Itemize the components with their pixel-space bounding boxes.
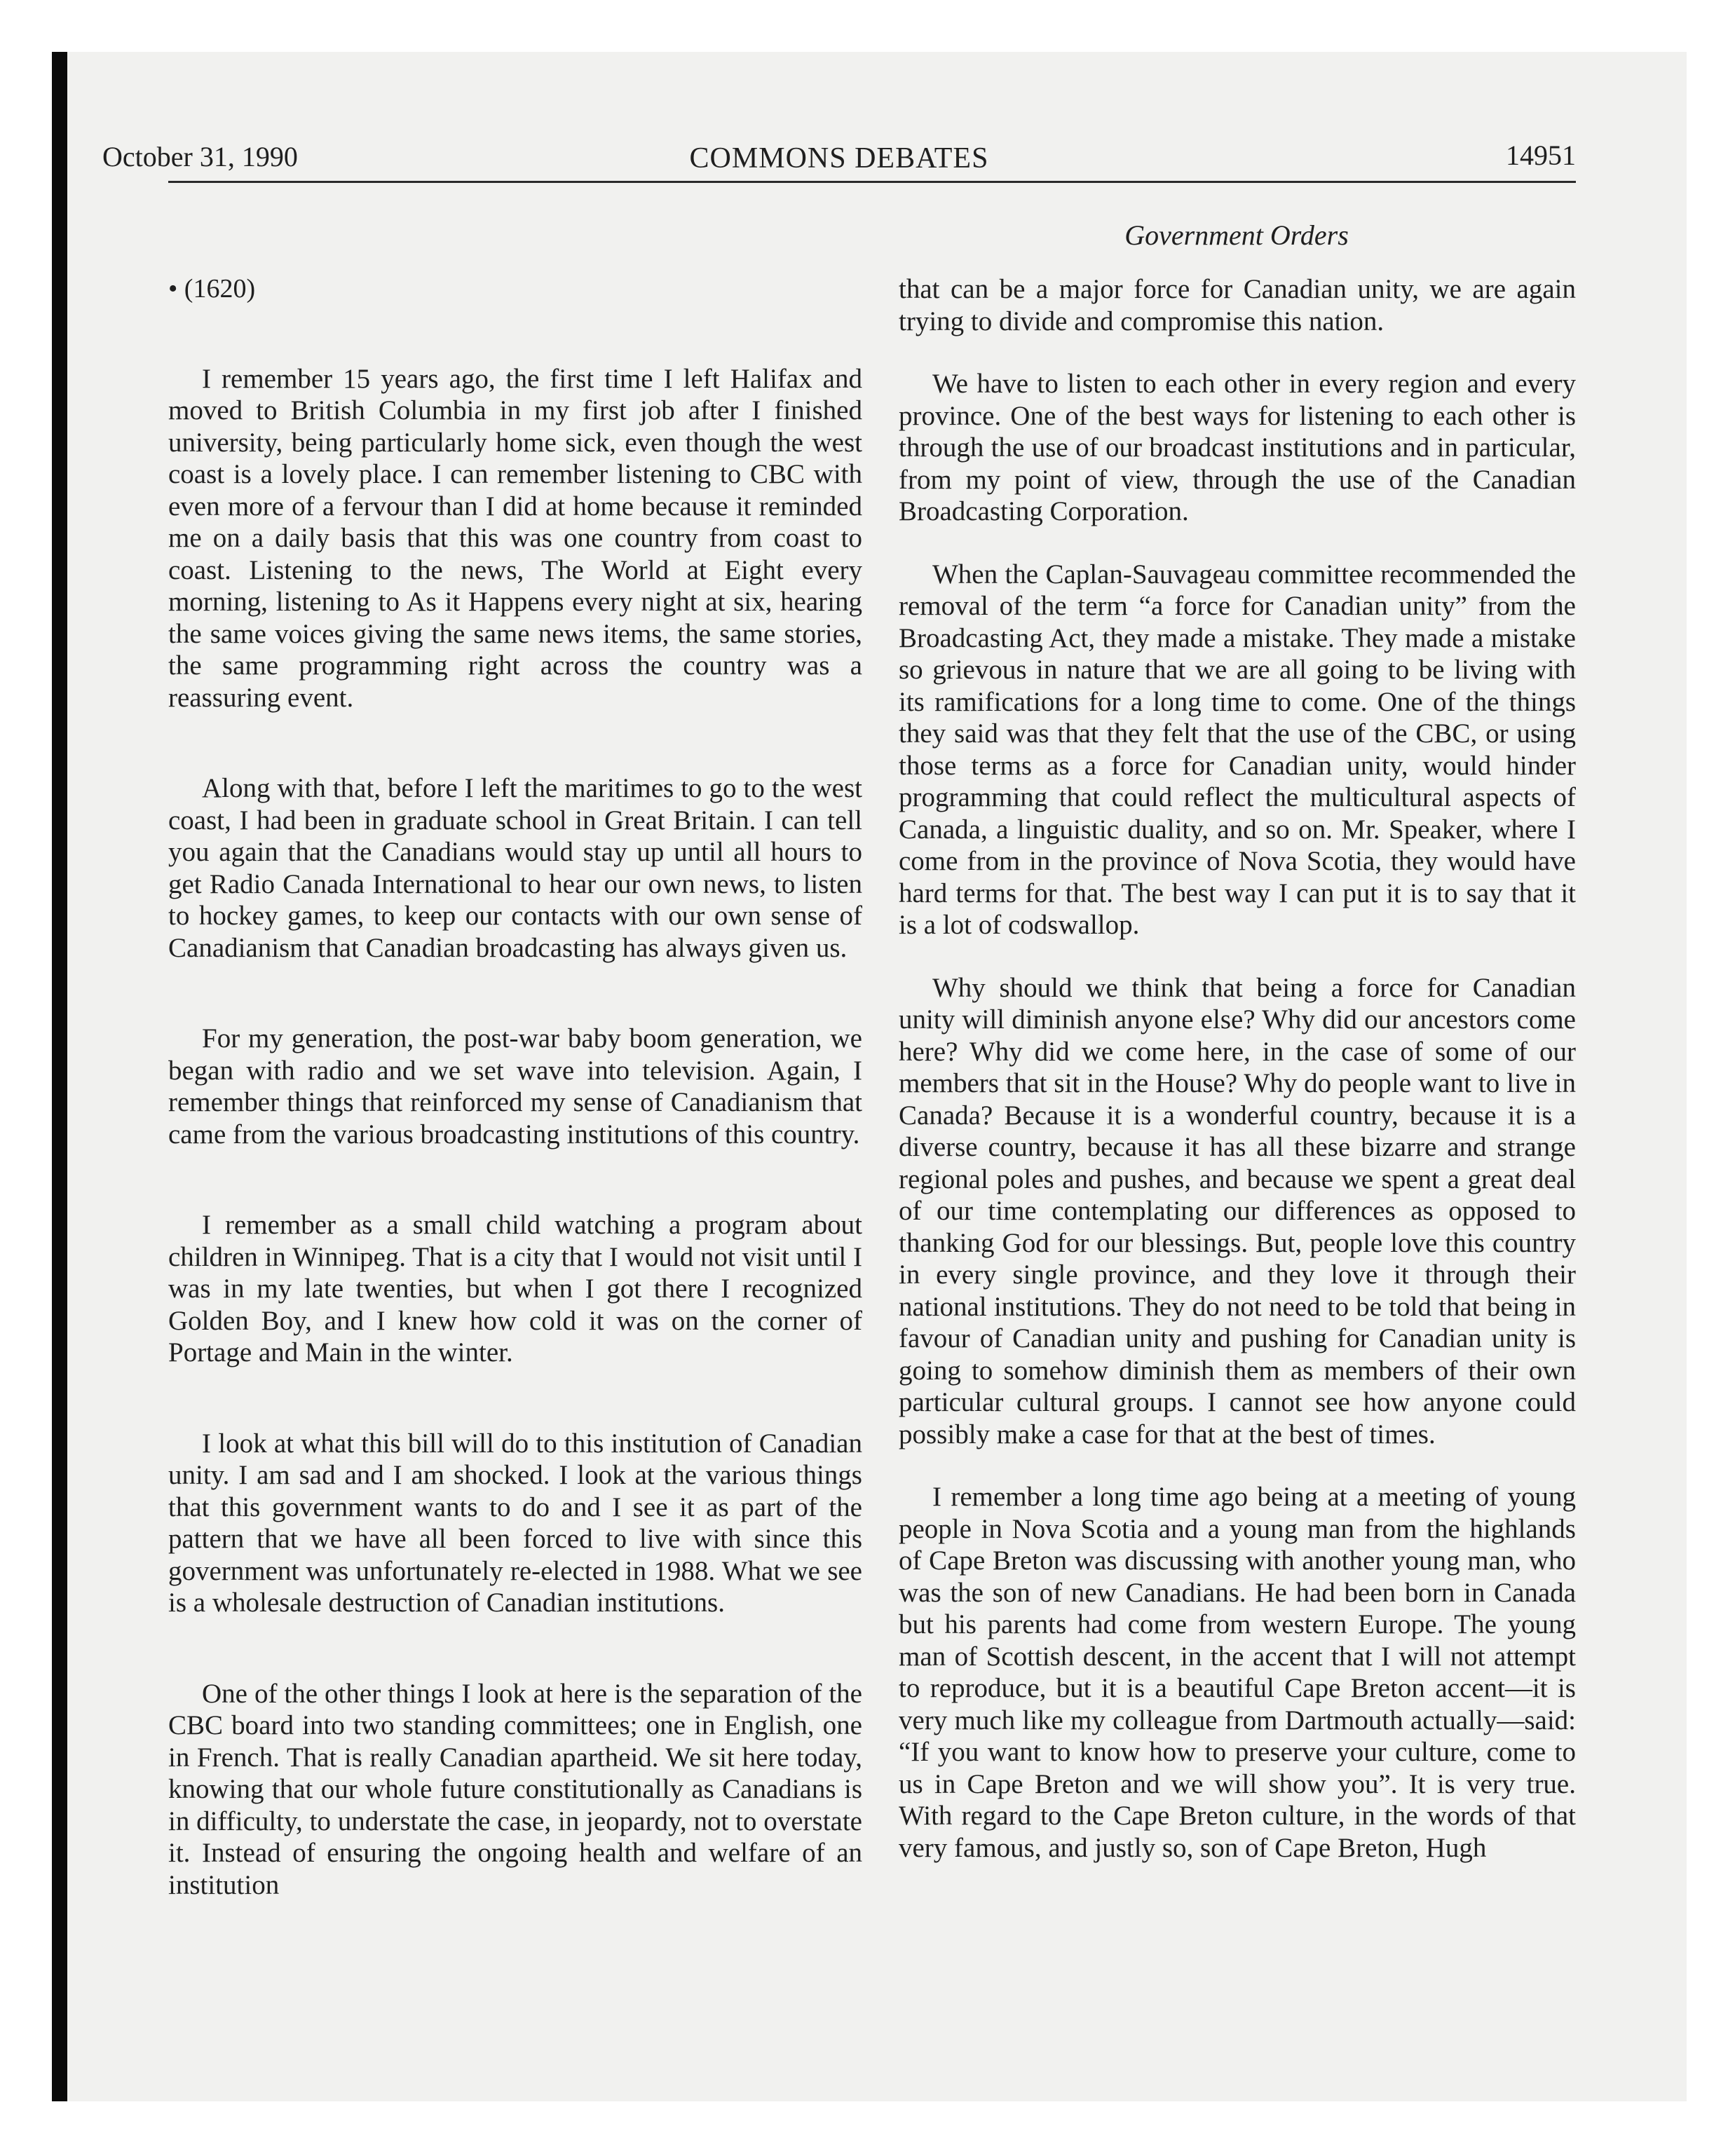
paragraph: For my generation, the post-war baby boom generation, we began with radio and we set wave into television. Again, I remember things that reinforced my sense of Canadianism that came from the various broadcasting institutions of this country. — [168, 1023, 862, 1149]
paragraph: Why should we think that being a force for Canadian unity will diminish anyone else? Why did our ancestors come here? Why did we come here, in the case of some of our members that sit in the House? Why do people want to live in Canada? Because it is a wonderful country, because it is a diverse country, because it has all these bizarre and strange regional poles and pushes, and because we spent a great deal of our time contemplating our differences as opposed to thanking God for our blessings. But, people love this country in every single province, and they love it through their national institutions. They do not need to be told that being in favour of Canadian unity and pushing for Canadian unity is going to somehow diminish them as members of their own particular cultural groups. I cannot see how anyone could possibly make a case for that at the best of times. — [899, 972, 1576, 1449]
paragraph-continuation: that can be a major force for Canadian unity, we are again trying to divide and compromise this nation. — [899, 274, 1576, 336]
paragraph: One of the other things I look at here is the separation of the CBC board into two standing committees; one in English, one in French. That is really Canadian apartheid. We sit here today, knowing that our whole future constitutionally as Canadians is in difficulty, to understate the case, in jeopardy, not to overstate it. Instead of ensuring the ongoing health and welfare of an institution — [168, 1678, 862, 1900]
left-column — [168, 273, 862, 1960]
header-rule — [168, 181, 1576, 183]
paragraph: I remember a long time ago being at a meeting of young people in Nova Scotia and a young man from the highlands of Cape Breton was discussing with another young man, who was the son of new Canadians. He had been born in Canada but his parents had come from western Europe. The young man of Scottish descent, in the accent that I will not attempt to reproduce, but it is a beautiful Cape Breton accent—it is very much like my colleague from Dartmouth actually—said: “If you want to know how to preserve your culture, come to us in Cape Breton and we will show you”. It is very true. With regard to the Cape Breton culture, in the words of that very famous, and justly so, son of Cape Breton, Hugh — [899, 1482, 1576, 1863]
paragraph: We have to listen to each other in every region and every province. One of the best ways for listening to each other is through the use of our broadcast institutions and in particular, from my point of view, through the use of the Canadian Broadcasting Corporation. — [899, 369, 1576, 526]
time-marker: • (1620) — [168, 274, 256, 303]
header-page-number: 14951 — [1506, 139, 1576, 171]
paragraph: I remember as a small child watching a program about children in Winnipeg. That is a city that I would not visit until I was in my late twenties, but when I got there I recognized Golden Boy, and I knew how cold it was on the corner of Portage and Main in the winter. — [168, 1210, 862, 1367]
header-date: October 31, 1990 — [102, 141, 298, 172]
paragraph: Along with that, before I left the maritimes to go to the west coast, I had been in graduate school in Great Britain. I can tell you again that the Canadians would stay up until all hours to get Radio Canada International to hear our own news, to listen to hockey games, to keep our contacts with our own sense of Canadianism that Canadian broadcasting has always given us. — [168, 773, 862, 963]
paragraph: I remember 15 years ago, the first time I left Halifax and moved to British Columbia in my first job after I finished university, being particularly home sick, even though the west coast is a lovely place. I can remember listening to CBC with even more of a fervour than I did at home because it reminded me on a daily basis that this was one country from coast to coast. Listening to the news, The World at Eight every morning, listening to As it Happens every night at six, hearing the same voices giving the same news items, the same stories, the same programming right across the country was a reassuring event. — [168, 363, 862, 713]
section-heading: Government Orders — [1124, 219, 1349, 251]
scan-margin — [0, 0, 53, 2156]
paragraph: When the Caplan-Sauvageau committee recommended the removal of the term “a force for Canadian unity” from the Broadcasting Act, they made a mistake. They made a mistake so grievous in nature that we are all going to be living with its ramifications for a long time to come. One of the things they said was that they felt that the use of the CBC, or using those terms as a force for Canadian unity, would hinder programming that could reflect the multicultural aspects of Canada, a linguistic duality, and so on. Mr. Speaker, where I come from in the province of Nova Scotia, they would have hard terms for that. The best way I can put it is to say that it is a lot of codswallop. — [899, 559, 1576, 940]
scan-edge-shadow — [52, 52, 67, 2101]
header-publication: COMMONS DEBATES — [689, 142, 989, 175]
running-header — [102, 91, 1576, 175]
paragraph: I look at what this bill will do to this institution of Canadian unity. I am sad and I am shocked. I look at the various things that this government wants to do and I see it as part of the pattern that we have all been forced to live with since this government was unfortunately re-elected in 1988. What we see is a wholesale destruction of Canadian institutions. — [168, 1428, 862, 1618]
right-column — [899, 273, 1576, 1895]
